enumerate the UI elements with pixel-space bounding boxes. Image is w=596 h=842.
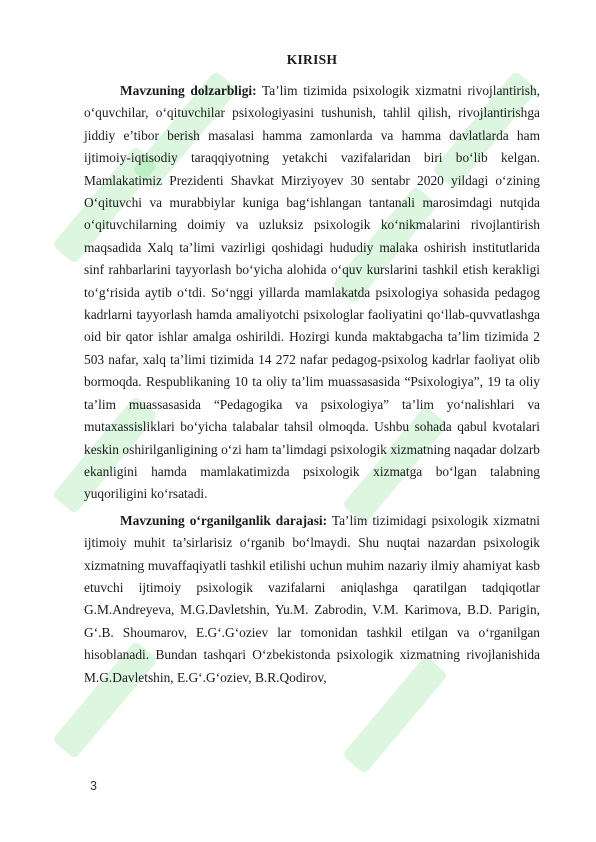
paragraph-text: Ta’lim tizimida psixologik xizmatni rivojlantirish, o‘quvchilar, o‘qituvchilar psixologiyasini tushunish, tahlil qilish, rivojlantirishga jiddiy e’tibor berish masalasi hamma zamonlarda va hamma davlatlarda ham ijtimoiy-iqtisodiy taraqqiyotning yetakchi vazifalaridan biri bo‘lib kelgan. Mamlakatimiz Prezidenti Shavkat Mirziyoyev 30 sentabr 2020 yildagi o‘zining O‘qituvchi va murabbiylar kuniga bag‘ishlangan tantanali marosimdagi nutqida o‘qituvchilarning doimiy va uzluksiz psixologik ko‘nikmalarini rivojlantirish maqsadida Xalq ta’limi vazirligi qoshidagi hududiy malaka oshirish institutlarida sinf rahbarlarini tayyorlash bo‘yicha alohida o‘quv kurslarini tashkil etish kerakligi to‘g‘risida aytib o‘tdi. So‘nggi yillarda mamlakatda psixologiya sohasida pedagog kadrlarni tayyorlash hamda amaliyotchi psixologlar faoliyatini qo‘llab-quvvatlashga oid bir qator ishlar amalga oshirildi. Hozirgi kunda maktabgacha ta’lim tizimida 2 503 nafar, xalq ta’limi tizimida 14 272 nafar pedagog-psixolog kadrlar faoliyat olib bormoqda. Respublikaning 10 ta oliy ta’lim muassasasida “Psixologiya”, 19 ta oliy ta’lim muassasasida “Pedagogika va psixologiya” ta’lim yo‘nalishlari va mutaxassisliklari bo‘yicha talabalar tahsil olmoqda. Ushbu sohada qabul kvotalari keskin oshirilganligining o‘zi ham ta’limdagi psixologik xizmatning naqadar dolzarb ekanligini hamda mamlakatimizda psixologik xizmatga bo‘lgan talabning yuqoriligini ko‘rsatadi. bbox=[84, 83, 540, 502]
paragraph-study-level bbox=[84, 510, 540, 689]
document-title: KIRISH bbox=[286, 52, 338, 67]
document-body bbox=[84, 52, 540, 689]
paragraph-relevance bbox=[84, 80, 540, 506]
paragraph-text: Ta’lim tizimidagi psixologik xizmatni ijtimoiy muhit ta’sirlarisiz o‘rganib bo‘lmaydi. Shu nuqtai nazardan psixologik xizmatning muvaffaqiyatli tashkil etilishi uchun muhim nazariy ilmiy ahamiyat kasb etuvchi ijtimoiy psixologik vazifalarni aniqlashga qaratilgan tadqiqotlar G.M.Andreyeva, M.G.Davletshin, Yu.M. Zabrodin, V.M. Karimova, B.D. Parigin, G‘.B. Shoumarov, E.G‘.G‘oziev lar tomonidan tashkil etilgan va o‘rganilgan hisoblanadi. Bundan tashqari O‘zbekistonda psixologik xizmatning rivojlanishida M.G.Davletshin, E.G‘.G‘oziev, B.R.Qodirov, bbox=[84, 512, 540, 685]
page-number: 3 bbox=[90, 779, 97, 793]
paragraph-lead: Mavzuning o‘rganilganlik darajasi: bbox=[120, 512, 328, 528]
paragraph-lead: Mavzuning dolzarbligi: bbox=[120, 83, 257, 98]
